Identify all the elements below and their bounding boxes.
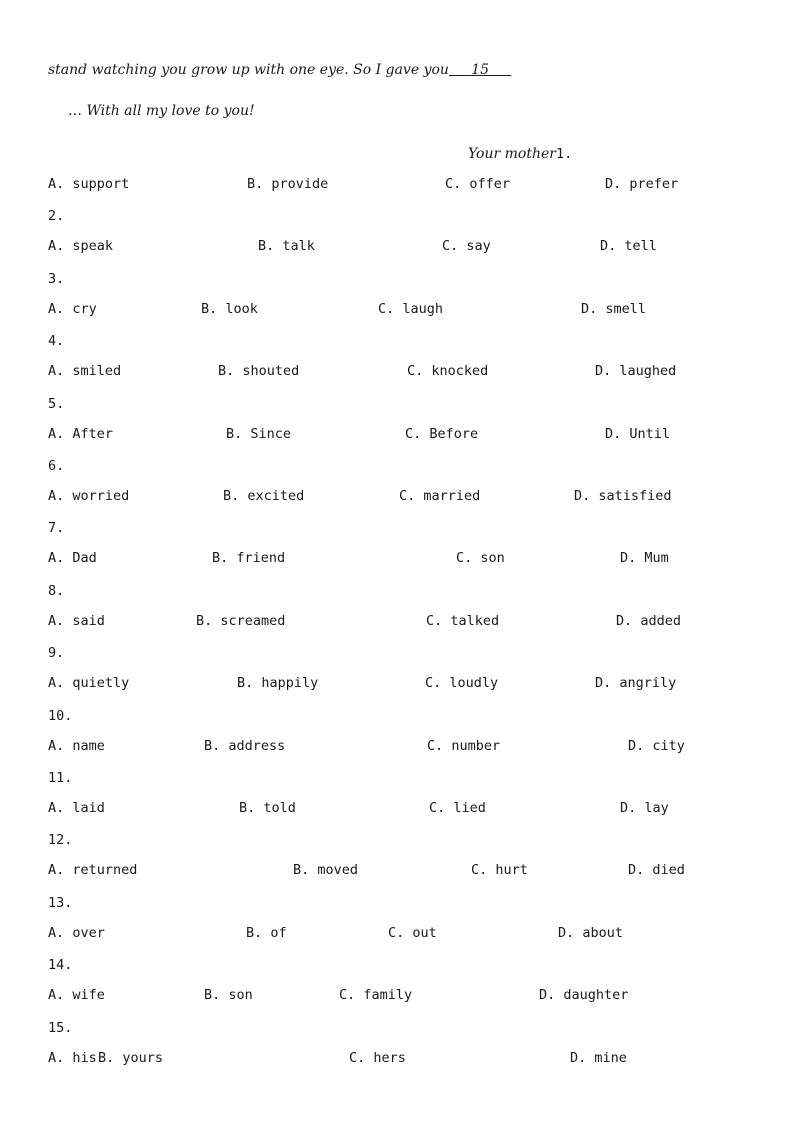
option-b[interactable]: B. moved bbox=[293, 862, 359, 878]
option-c[interactable]: C. say bbox=[442, 238, 491, 254]
option-a[interactable]: A. name bbox=[48, 738, 105, 754]
option-a[interactable]: A. worried bbox=[48, 488, 130, 504]
option-b[interactable]: B. talk bbox=[258, 238, 315, 254]
option-b[interactable]: B. son bbox=[204, 987, 253, 1003]
option-c[interactable]: C. knocked bbox=[407, 363, 489, 379]
option-a[interactable]: A. quietly bbox=[48, 675, 130, 691]
question-number: 3. bbox=[48, 271, 65, 287]
option-a[interactable]: A. said bbox=[48, 613, 105, 629]
option-c[interactable]: C. Before bbox=[405, 426, 479, 442]
option-d[interactable]: D. lay bbox=[620, 800, 669, 816]
blank-number: 15 bbox=[471, 62, 490, 78]
option-d[interactable]: D. angrily bbox=[595, 675, 677, 691]
option-b[interactable]: B. excited bbox=[223, 488, 305, 504]
option-a[interactable]: A. speak bbox=[48, 238, 114, 254]
option-a[interactable]: A. After bbox=[48, 426, 114, 442]
option-a[interactable]: A. over bbox=[48, 925, 105, 941]
option-c[interactable]: C. married bbox=[399, 488, 481, 504]
question-number: 9. bbox=[48, 645, 65, 661]
passage-last-line bbox=[48, 62, 511, 78]
question-number: 1. bbox=[555, 146, 573, 162]
option-b[interactable]: B. provide bbox=[247, 176, 329, 192]
option-c[interactable]: C. talked bbox=[426, 613, 500, 629]
question-number: 15. bbox=[48, 1020, 73, 1036]
option-a[interactable]: A. support bbox=[48, 176, 130, 192]
option-d[interactable]: D. tell bbox=[600, 238, 657, 254]
question-number: 6. bbox=[48, 458, 65, 474]
option-c[interactable]: C. offer bbox=[445, 176, 511, 192]
question-number: 8. bbox=[48, 583, 65, 599]
option-a[interactable]: A. returned bbox=[48, 862, 138, 878]
option-d[interactable]: D. Until bbox=[605, 426, 671, 442]
option-c[interactable]: C. loudly bbox=[425, 675, 499, 691]
signature: Your mother bbox=[468, 146, 556, 162]
option-b[interactable]: B. friend bbox=[212, 550, 286, 566]
option-d[interactable]: D. satisfied bbox=[574, 488, 672, 504]
option-c[interactable]: C. family bbox=[339, 987, 413, 1003]
question-number: 12. bbox=[48, 832, 73, 848]
blank-15 bbox=[449, 62, 511, 78]
option-c[interactable]: C. number bbox=[427, 738, 501, 754]
option-c[interactable]: C. laugh bbox=[378, 301, 444, 317]
option-b[interactable]: B. screamed bbox=[196, 613, 286, 629]
option-a[interactable]: A. his bbox=[48, 1050, 97, 1066]
option-c[interactable]: C. hers bbox=[349, 1050, 406, 1066]
option-a[interactable]: A. cry bbox=[48, 301, 97, 317]
signature-line bbox=[468, 146, 572, 162]
option-d[interactable]: D. added bbox=[616, 613, 682, 629]
question-number: 13. bbox=[48, 895, 73, 911]
question-number: 10. bbox=[48, 708, 73, 724]
option-c[interactable]: C. lied bbox=[429, 800, 486, 816]
option-c[interactable]: C. hurt bbox=[471, 862, 528, 878]
option-a[interactable]: A. Dad bbox=[48, 550, 97, 566]
question-number: 11. bbox=[48, 770, 73, 786]
option-a[interactable]: A. wife bbox=[48, 987, 105, 1003]
option-b[interactable]: B. look bbox=[201, 301, 258, 317]
option-b[interactable]: B. address bbox=[204, 738, 286, 754]
option-c[interactable]: C. out bbox=[388, 925, 437, 941]
question-number: 7. bbox=[48, 520, 65, 536]
question-number: 5. bbox=[48, 396, 65, 412]
option-b[interactable]: B. told bbox=[239, 800, 296, 816]
option-b[interactable]: B. happily bbox=[237, 675, 319, 691]
passage-text: stand watching you grow up with one eye. So I gave you bbox=[48, 62, 449, 78]
option-d[interactable]: D. daughter bbox=[539, 987, 629, 1003]
option-b[interactable]: B. shouted bbox=[218, 363, 300, 379]
option-b[interactable]: B. Since bbox=[226, 426, 292, 442]
question-number: 2. bbox=[48, 208, 65, 224]
option-d[interactable]: D. smell bbox=[581, 301, 647, 317]
question-number: 4. bbox=[48, 333, 65, 349]
closing-line: … With all my love to you! bbox=[68, 103, 255, 119]
option-a[interactable]: A. laid bbox=[48, 800, 105, 816]
option-d[interactable]: D. about bbox=[558, 925, 624, 941]
option-a[interactable]: A. smiled bbox=[48, 363, 122, 379]
question-number: 14. bbox=[48, 957, 73, 973]
option-d[interactable]: D. prefer bbox=[605, 176, 679, 192]
option-c[interactable]: C. son bbox=[456, 550, 505, 566]
option-d[interactable]: D. city bbox=[628, 738, 685, 754]
option-d[interactable]: D. died bbox=[628, 862, 685, 878]
option-d[interactable]: D. mine bbox=[570, 1050, 627, 1066]
option-d[interactable]: D. Mum bbox=[620, 550, 669, 566]
option-d[interactable]: D. laughed bbox=[595, 363, 677, 379]
option-b[interactable]: B. yours bbox=[98, 1050, 164, 1066]
option-b[interactable]: B. of bbox=[246, 925, 287, 941]
